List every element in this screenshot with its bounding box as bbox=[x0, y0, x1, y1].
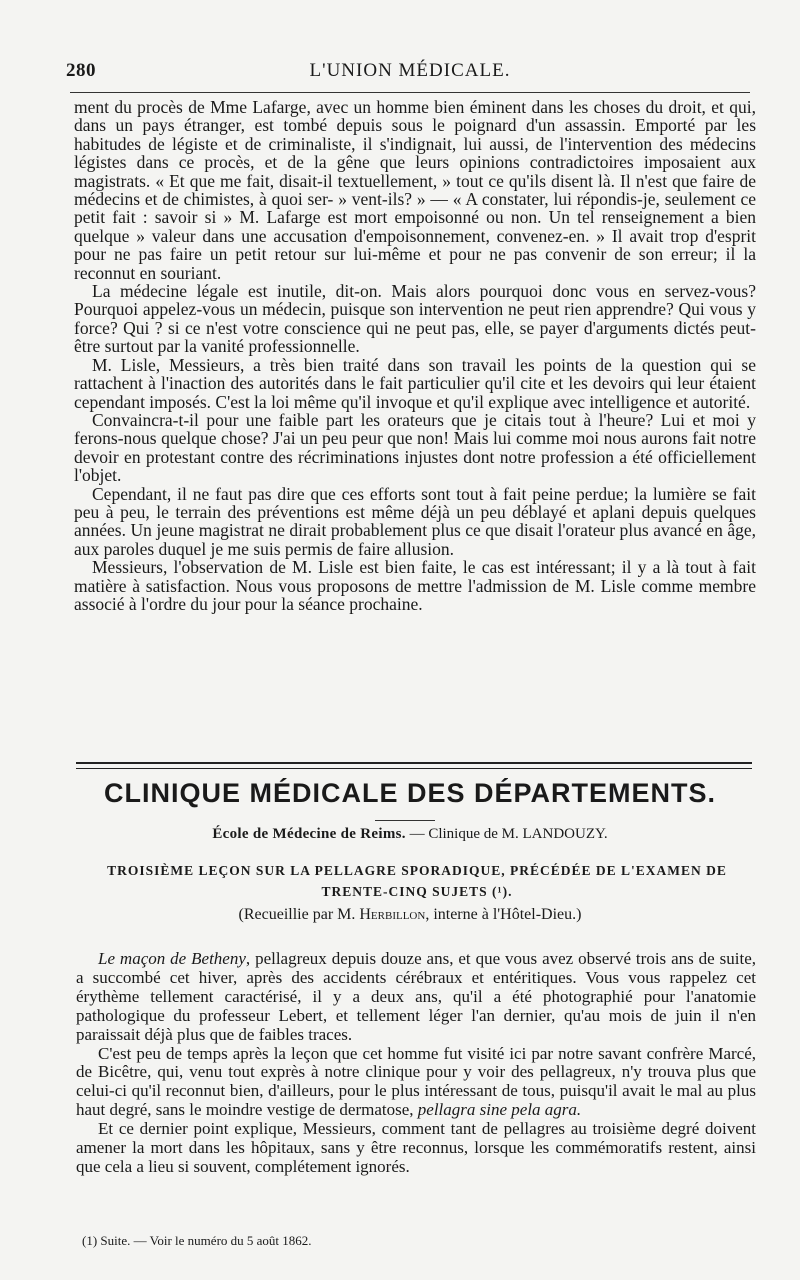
paragraph bbox=[76, 1045, 756, 1121]
clinic-name: — Clinique de M. LANDOUZY. bbox=[409, 826, 608, 842]
paragraph bbox=[76, 950, 756, 1045]
paragraph: Messieurs, l'observation de M. Lisle est bien faite, le cas est intéressant; il y a là tout à fait matière à satisfaction. Nous vous proposons de mettre l'admission de M. Lisle comme membre associé à l'ordre du jour pour la séance prochaine. bbox=[74, 557, 756, 614]
paragraph-text: , pellagreux depuis douze ans, et que vous avez observé trois ans de suite, a succombé cet hiver, après des accidents cérébraux et entéritiques. Vous vous rappelez cet érythème tellement caractérisé, il y a deux ans, qu'il a été photographié pour l'anatomie pathologique du professeur Lebert, et tellement léger l'an dernier, qu'au mois de juin il n'en paraissait déjà plus que de faibles traces. bbox=[76, 949, 756, 1044]
section-title: CLINIQUE MÉDICALE DES DÉPARTEMENTS. bbox=[103, 778, 717, 808]
lesson-title: TROISIÈME LEÇON SUR LA PELLAGRE SPORADIQUE, PRÉCÉDÉE DE L'EXAMEN DE TRENTE-CINQ SUJETS (¹). bbox=[107, 863, 727, 899]
header-rule bbox=[70, 92, 750, 93]
italic-phrase: Le maçon de Betheny bbox=[98, 949, 246, 968]
lesson-body bbox=[76, 950, 756, 1177]
paragraph: ment du procès de Mme Lafarge, avec un homme bien éminent dans les choses du droit, et qui, dans un pays étranger, est tombé depuis sous le poignard d'un assassin. Emporté par les habitudes de légiste et de criminaliste, il s'indignait, lui aussi, de l'intervention des médecins légistes dans ce procès, et de la gêne que leurs opinions contradictoires imposaient aux magistrats. « Et que me fait, disait-il textuellement, » tout ce qu'ils disent là. Il n'est que faire de médecins et de chimistes, à quoi ser- » vent-ils? » — « A constater, lui répondis-je, seulement ce petit fait : savoir si » M. Lafarge est mort empoisonné ou non. Un tel renseignement a bien quelque » valeur dans une accusation d'empoisonnement, convenez-en. » Il avait trop d'esprit pour ne pas faire un petit retour sur lui-même et pour ne pas convenir de son erreur; il la reconnut en souriant. bbox=[74, 97, 756, 283]
paragraph: Cependant, il ne faut pas dire que ces efforts sont tout à fait peine perdue; la lumière se fait peu à peu, le terrain des préventions est même déjà un peu déblayé et aplani depuis quelques années. Un jeune magistrat ne dirait probablement plus ce que disait l'orateur plus avancé en âge, aux paroles duquel je me suis permis de faire allusion. bbox=[74, 483, 756, 559]
paragraph: M. Lisle, Messieurs, a très bien traité dans son travail les points de la question qui se rattachent à l'inaction des autorités dans le fait particulier qu'il cite et les devoirs qui leur étaient cependant imposés. C'est la loi même qu'il invoque et qu'il explique avec intelligence et autorité. bbox=[74, 354, 756, 412]
article-body bbox=[74, 98, 756, 613]
section-divider bbox=[76, 762, 752, 769]
collected-prefix: (Recueillie par M. bbox=[238, 906, 360, 923]
page-number: 280 bbox=[66, 60, 96, 81]
collected-suffix: , interne à l'Hôtel-Dieu.) bbox=[425, 906, 582, 923]
title-rule bbox=[375, 820, 435, 821]
footnote: (1) Suite. — Voir le numéro du 5 août 1862. bbox=[82, 1233, 312, 1248]
running-head: L'UNION MÉDICALE. bbox=[309, 60, 511, 81]
school-line bbox=[60, 826, 760, 843]
paragraph-text: C'est peu de temps après la leçon que cet homme fut visité ici par notre savant confrère Marcé, de Bicêtre, qui, venu tout exprès à notre clinique pour y voir des pellagreux, n'y trouva plus que celui-ci qu'il reconnut bien, d'ailleurs, pour le plus intéressant de tous, puisqu'il avait le mal au plus haut degré, sans le moindre vestige de dermatose, bbox=[76, 1043, 756, 1120]
page-header bbox=[60, 58, 760, 88]
collected-by bbox=[60, 906, 760, 924]
italic-phrase: pellagra sine pela agra. bbox=[417, 1100, 582, 1120]
paragraph: La médecine légale est inutile, dit-on. Mais alors pourquoi donc vous en servez-vous? Pourquoi appelez-vous un médecin, puisque son intervention ne peut rien apprendre? Qui vous y force? Qui ? si ce n'est votre conscience qui ne peut pas, elle, se payer d'arguments dictés peut-être surtout par la vanité professionnelle. bbox=[74, 281, 756, 357]
school-name: École de Médecine de Reims. bbox=[212, 826, 406, 842]
paragraph: Convaincra-t-il pour une faible part les orateurs que je citais tout à l'heure? Lui et moi y ferons-nous quelque chose? J'ai un peu peur que non! Mais lui comme moi nous aurons fait notre devoir en protestant contre des récriminations injustes dont notre profession a été officiellement l'objet. bbox=[74, 409, 756, 486]
paragraph: Et ce dernier point explique, Messieurs, comment tant de pellagres au troisième degré doivent amener la mort dans les hôpitaux, sans y être reconnus, lorsque les commémoratifs restent, ainsi que cela a lieu si souvent, complétement ignorés. bbox=[76, 1119, 756, 1176]
collector-name: Herbillon bbox=[359, 906, 426, 923]
